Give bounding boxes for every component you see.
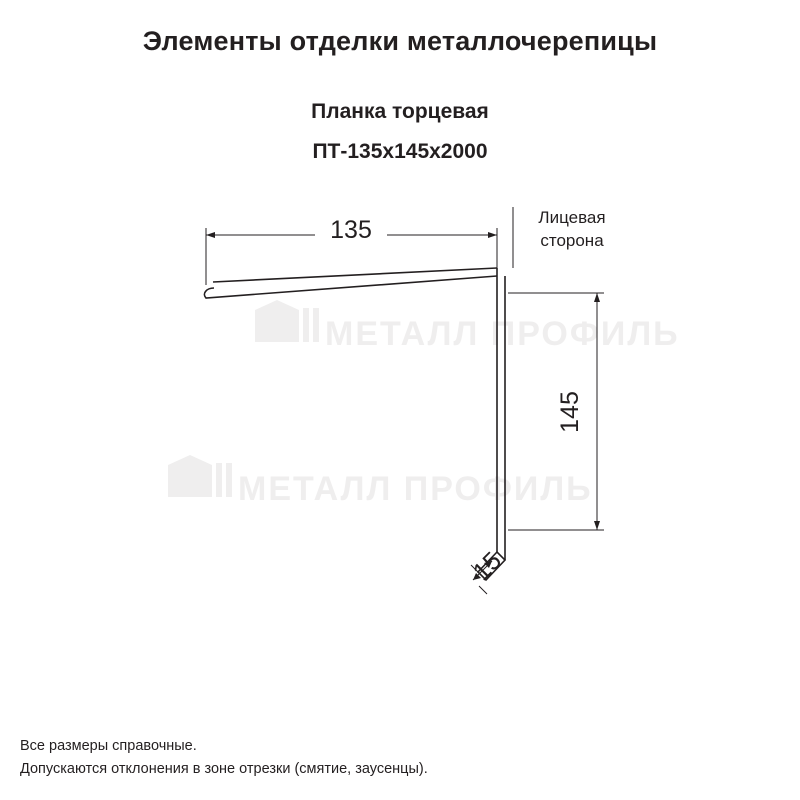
watermark-logo-2 [168,455,232,497]
dimension-width-label: 135 [330,216,372,244]
face-side-label-line2: сторона [540,231,604,250]
watermark-logo-1 [255,300,319,342]
face-side-label-line1: Лицевая [538,208,606,227]
footnote-sizes: Все размеры справочные. [20,738,197,754]
watermark-group [168,300,680,508]
page-title: Элементы отделки металлочерепицы [142,26,658,56]
dimension-height-label: 145 [556,391,584,433]
product-code: ПТ-135х145х2000 [312,140,488,163]
footnote-tolerances: Допускаются отклонения в зоне отрезки (смятие, заусенцы). [20,761,428,777]
dimension-lip-label: 15 [467,546,508,587]
watermark-text-2: МЕТАЛЛ ПРОФИЛЬ [238,470,593,508]
watermark-text-1: МЕТАЛЛ ПРОФИЛЬ [325,315,680,353]
product-name: Планка торцевая [311,100,489,123]
